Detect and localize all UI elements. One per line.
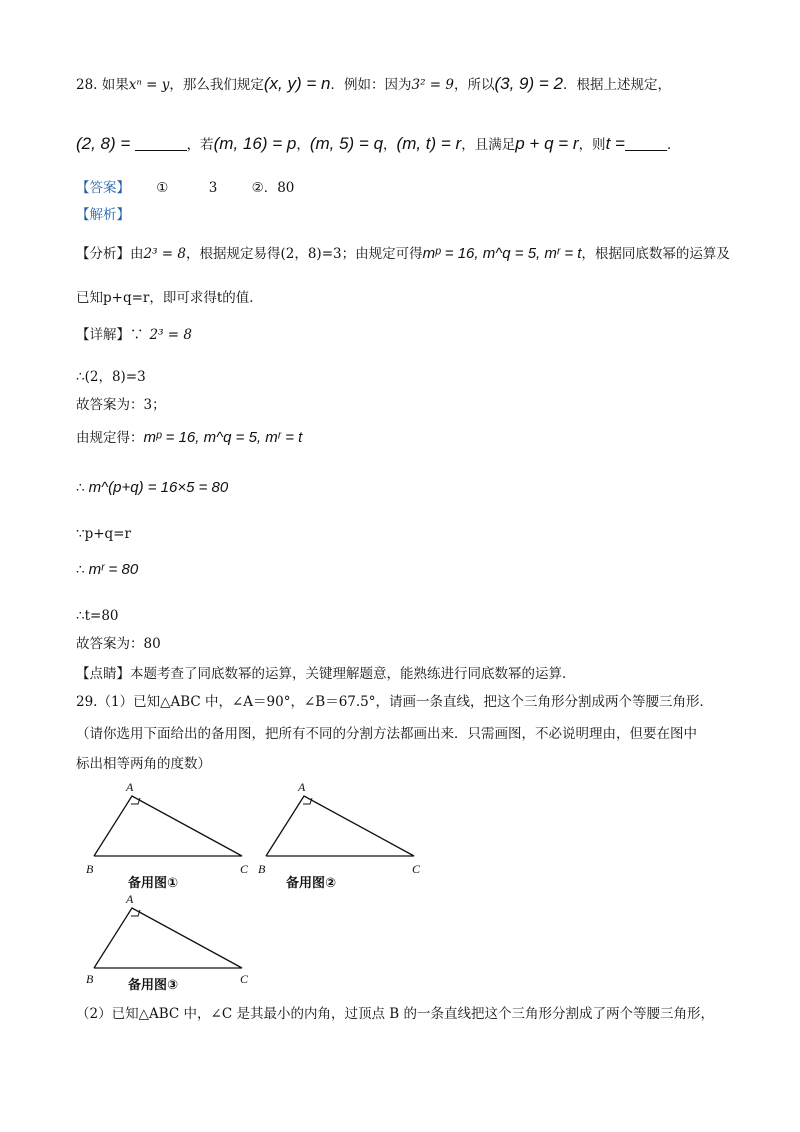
detail-therefore-1: ∴ [76, 480, 85, 496]
figure-1 [84, 782, 264, 890]
detail-formula-6: mʳ = 80 [88, 561, 139, 578]
q28-sep-1: ， [296, 137, 310, 153]
vertex-b-2: B [258, 862, 266, 876]
vertex-a-2: A [298, 780, 306, 794]
answer-tag: 【答案】 [76, 180, 130, 196]
answer-line [76, 178, 294, 198]
detail-formula-4: m^(p+q) = 16×5 = 80 [88, 479, 229, 496]
detail-step-7 [76, 606, 119, 626]
q28-text-d: ，所以 [453, 77, 495, 93]
q28-sep-2: ， [383, 137, 397, 153]
q28-line1 [76, 74, 671, 95]
fenxi-tag: 【分析】 [76, 246, 130, 262]
q29-instructions-1: （请你选用下面给出的备用图，把所有不同的分割方法都画出来．只需画图，不必说明理由，但要在图中 [76, 726, 697, 742]
q28-power-formula: xⁿ = y [128, 77, 170, 93]
q28-definition: (x, y) = n [263, 74, 331, 93]
dianjing-line [76, 664, 576, 684]
q28-example-power: 3² = 9 [411, 77, 454, 93]
detail-tag: 【详解】 [76, 327, 130, 343]
q28-text-if: ，若 [186, 137, 214, 153]
detail-step-4 [76, 478, 228, 498]
triangle-figure-2 [256, 782, 436, 890]
fenxi-formula-2: mᵖ = 16, m^q = 5, mʳ = t [422, 245, 582, 262]
q29-part2: （2）已知△ABC 中，∠C 是其最小的内角，过顶点 B 的一条直线把这个三角形分割成了两个等腰三角形， [76, 1006, 714, 1022]
q28-text-then: ，则 [578, 137, 606, 153]
fenxi-text-c: ，根据同底数幂的运算及 [581, 246, 730, 262]
detail-step-6 [76, 560, 138, 580]
detail-text-1: ∴(2，8)=3 [76, 369, 146, 385]
fenxi-line1 [76, 244, 730, 264]
analysis-tag: 【解析】 [76, 207, 130, 223]
vertex-c-3: C [240, 972, 249, 986]
answer-circle-1: ① [156, 180, 169, 196]
answer-blank-2 [625, 137, 667, 151]
q29-part1: （1）已知△ABC 中，∠A＝90°，∠B＝67.5°，请画一条直线，把这个三角形分割成两个等腰三角形． [97, 694, 714, 710]
q28-example-result: (3, 9) = 2 [494, 74, 563, 93]
figure-3 [84, 894, 264, 1002]
analysis-line [76, 205, 130, 225]
vertex-b-3: B [86, 972, 94, 986]
detail-text-2: 故答案为：3； [76, 397, 166, 413]
answer-value-2: ②．80 [251, 180, 295, 196]
q28-end-period: ． [666, 137, 681, 153]
answer-value-1: 3 [208, 180, 218, 196]
detail-formula-3: mᵖ = 16, m^q = 5, mʳ = t [143, 429, 303, 446]
q28-cond-q: (m, 5) = q [309, 134, 384, 153]
q28-text-satisfy: ，且满足 [461, 137, 516, 153]
q29-line2 [76, 724, 697, 744]
q28-t-label: t = [605, 134, 625, 153]
answer-blank-1 [135, 137, 187, 151]
q28-line2 [76, 134, 680, 155]
detail-text-7: ∴t=80 [76, 608, 119, 624]
dianjing-tag: 【点睛】 [76, 666, 130, 682]
fenxi-text-a: 由 [130, 246, 144, 262]
detail-because: ∵ [130, 327, 144, 343]
figure-2-caption: 备用图② [286, 875, 337, 890]
q29-line4 [76, 1004, 714, 1024]
fenxi-formula-1: 2³ = 8 [143, 246, 186, 262]
q28-text-a: 如果 [101, 77, 129, 93]
detail-therefore-2: ∴ [76, 562, 85, 578]
q29-line3 [76, 754, 211, 774]
detail-formula-1: 2³ = 8 [149, 327, 192, 343]
q28-text-e: ．根据上述规定， [563, 77, 671, 93]
q29-instructions-2: 标出相等两角的度数） [76, 756, 211, 772]
q29-line1 [76, 692, 713, 712]
detail-text-8: 故答案为：80 [76, 636, 161, 652]
figure-2 [256, 782, 436, 890]
vertex-c-1: C [240, 862, 249, 876]
detail-text-3: 由规定得： [76, 430, 144, 446]
figure-1-caption: 备用图① [128, 875, 179, 890]
detail-step-5 [76, 524, 131, 544]
detail-line1 [76, 325, 192, 345]
dianjing-text: 本题考查了同底数幂的运算，关键理解题意，能熟练进行同底数幂的运算． [130, 666, 576, 682]
detail-step-2 [76, 395, 166, 415]
detail-step-3 [76, 428, 302, 448]
detail-step-8 [76, 634, 161, 654]
q28-cond-sum: p + q = r [515, 134, 579, 153]
vertex-a-1: A [126, 780, 134, 794]
q28-number: 28. [76, 77, 98, 93]
fenxi-text-line2: 已知p+q=r，即可求得t的值． [76, 290, 263, 306]
q29-number: 29. [76, 694, 98, 710]
q28-text-b: ，那么我们规定 [169, 77, 264, 93]
figure-3-caption: 备用图③ [128, 977, 179, 992]
q28-cond-r: (m, t) = r [396, 134, 462, 153]
detail-text-5: ∵p+q=r [76, 526, 131, 542]
q28-blank1-label: (2, 8) = [76, 134, 131, 153]
vertex-b-1: B [86, 862, 94, 876]
detail-step-1 [76, 367, 146, 387]
fenxi-line2 [76, 288, 263, 308]
vertex-a-3: A [126, 892, 134, 906]
q28-text-c: ．例如：因为 [330, 77, 412, 93]
q28-cond-p: (m, 16) = p [213, 134, 297, 153]
vertex-c-2: C [412, 862, 421, 876]
fenxi-text-b: ，根据规定易得(2，8)=3；由规定可得 [185, 246, 423, 262]
